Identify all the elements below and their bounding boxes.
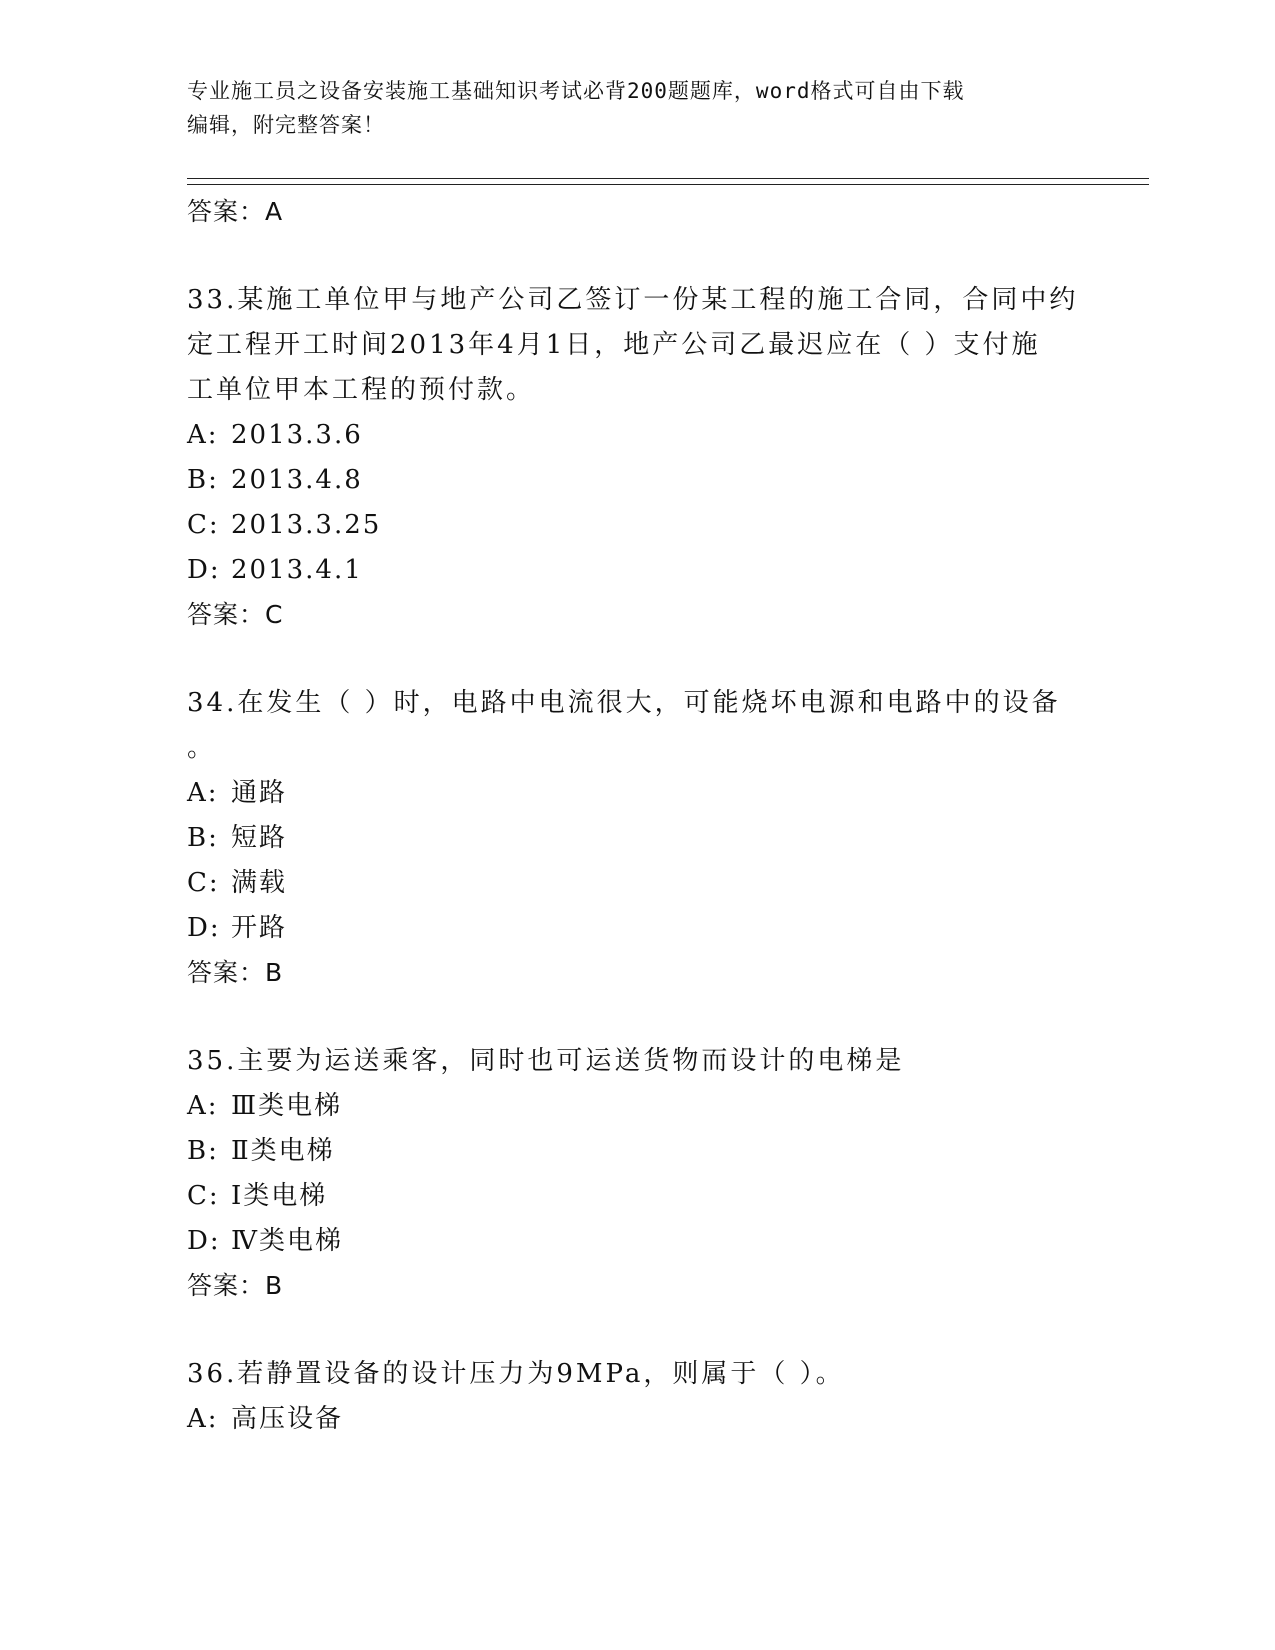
- answer-line: [187, 951, 1087, 995]
- option-text: Ⅳ类电梯: [231, 1226, 343, 1256]
- option-key: D:: [187, 1226, 221, 1256]
- option-d: [187, 906, 1087, 951]
- option-b: [187, 1129, 1087, 1174]
- answer-value: B: [265, 958, 284, 987]
- answer-value: A: [265, 197, 284, 226]
- answer-value: C: [265, 600, 284, 629]
- header-divider-bottom: [187, 184, 1149, 185]
- option-text: 短路: [231, 823, 288, 853]
- option-a: [187, 771, 1087, 816]
- option-key: C:: [187, 1181, 220, 1211]
- option-text: 2013.4.1: [231, 555, 363, 585]
- option-text: 2013.3.6: [231, 420, 363, 450]
- answer-line: [187, 593, 1087, 637]
- option-c: [187, 861, 1087, 906]
- option-c: [187, 503, 1087, 548]
- question-33: [187, 278, 1087, 637]
- option-text: 高压设备: [231, 1404, 344, 1434]
- option-key: C:: [187, 868, 220, 898]
- answer-line: [187, 190, 1087, 234]
- option-text: 开路: [231, 913, 288, 943]
- option-key: A:: [187, 1091, 219, 1121]
- question-text-line: 34.在发生（ ）时，电路中电流很大，可能烧坏电源和电路中的设备: [187, 688, 1061, 718]
- option-b: [187, 458, 1087, 503]
- option-d: [187, 548, 1087, 593]
- question-text-line: 定工程开工时间2013年4月1日，地产公司乙最迟应在（ ）支付施: [187, 330, 1041, 360]
- option-key: A:: [187, 1404, 219, 1434]
- option-text: 2013.4.8: [231, 465, 363, 495]
- header-line-2: 编辑，附完整答案！: [187, 113, 385, 137]
- header-line-1: 专业施工员之设备安装施工基础知识考试必背200题题库，word格式可自由下载: [187, 79, 965, 103]
- question-text-line: 。: [187, 733, 217, 763]
- answer-label: 答案：: [187, 600, 266, 629]
- option-key: B:: [187, 465, 219, 495]
- question-text-line: 工单位甲本工程的预付款。: [187, 375, 536, 405]
- question-36: [187, 1352, 1087, 1442]
- option-text: 满载: [231, 868, 288, 898]
- option-key: D:: [187, 913, 221, 943]
- option-key: A:: [187, 778, 219, 808]
- page-header: [187, 74, 1087, 142]
- option-key: C:: [187, 510, 220, 540]
- option-key: D:: [187, 555, 221, 585]
- option-a: [187, 413, 1087, 458]
- question-text-line: 33.某施工单位甲与地产公司乙签订一份某工程的施工合同，合同中约: [187, 285, 1079, 315]
- option-a: [187, 1397, 1087, 1442]
- answer-label: 答案：: [187, 1271, 266, 1300]
- option-text: 通路: [231, 778, 288, 808]
- option-text: Ⅲ类电梯: [231, 1091, 343, 1121]
- question-text-line: 36.若静置设备的设计压力为9MPa，则属于（ ）。: [187, 1359, 845, 1389]
- answer-label: 答案：: [187, 197, 266, 226]
- answer-label: 答案：: [187, 958, 266, 987]
- option-key: A:: [187, 420, 219, 450]
- header-divider-top: [187, 178, 1149, 179]
- question-34: [187, 681, 1087, 995]
- option-key: B:: [187, 823, 219, 853]
- option-a: [187, 1084, 1087, 1129]
- option-text: Ⅰ类电梯: [231, 1181, 328, 1211]
- option-text: Ⅱ类电梯: [231, 1136, 335, 1166]
- answer-line: [187, 1264, 1087, 1308]
- answer-value: B: [265, 1271, 284, 1300]
- option-b: [187, 816, 1087, 861]
- option-d: [187, 1219, 1087, 1264]
- question-35: [187, 1039, 1087, 1308]
- question-list: [187, 190, 1087, 1442]
- option-key: B:: [187, 1136, 219, 1166]
- question-text-line: 35.主要为运送乘客，同时也可运送货物而设计的电梯是: [187, 1046, 905, 1076]
- option-c: [187, 1174, 1087, 1219]
- option-text: 2013.3.25: [231, 510, 382, 540]
